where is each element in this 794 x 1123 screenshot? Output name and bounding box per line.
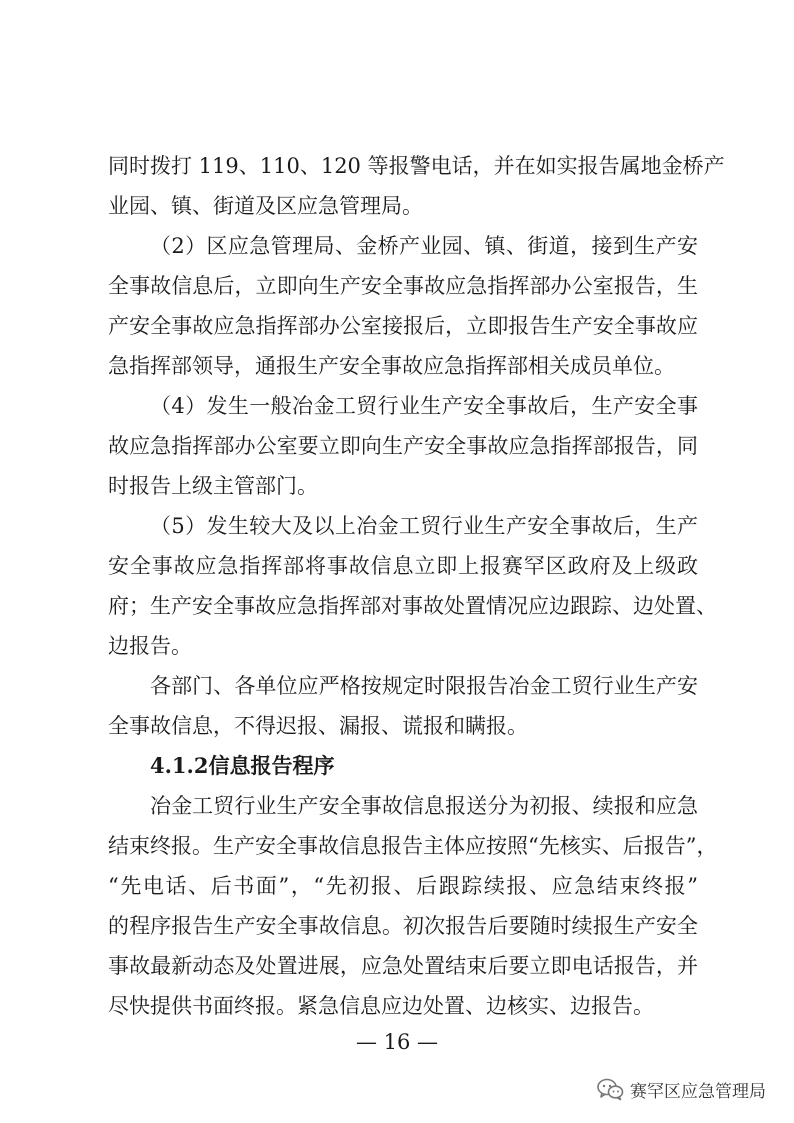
text-line: （4）发生一般冶金工贸行业生产安全事故后，生产安全事 — [150, 394, 698, 418]
text-line: （2）区应急管理局、金桥产业园、镇、街道，接到生产安 — [150, 234, 698, 258]
text-line: 尽快提供书面终报。紧急信息应边处置、边核实、边报告。 — [108, 994, 654, 1018]
text-line: （5）发生较大及以上冶金工贸行业生产安全事故后，生产 — [150, 514, 698, 538]
text-line: 事故最新动态及处置进展，应急处置结束后要立即电话报告，并 — [108, 954, 698, 978]
text-line: 安全事故应急指挥部将事故信息立即上报赛罕区政府及上级政 — [108, 554, 698, 578]
text-line: 全事故信息后，立即向生产安全事故应急指挥部办公室报告，生 — [108, 274, 698, 298]
page-number: — 16 — — [355, 1030, 439, 1054]
watermark-text: 赛罕区应急管理局 — [630, 1081, 766, 1102]
text-line: 全事故信息，不得迟报、漏报、谎报和瞒报。 — [108, 714, 528, 738]
text-line: 业园、镇、街道及区应急管理局。 — [108, 194, 423, 218]
text-line: 同时拨打 119、110、120 等报警电话，并在如实报告属地金桥产 — [108, 154, 725, 178]
text-line: 时报告上级主管部门。 — [108, 474, 318, 498]
text-line: 产安全事故应急指挥部办公室接报后，立即报告生产安全事故应 — [108, 314, 698, 338]
source-watermark — [596, 1074, 766, 1104]
text-line: 各部门、各单位应严格按规定时限报告冶金工贸行业生产安 — [150, 674, 698, 698]
text-line: 府；生产安全事故应急指挥部对事故处置情况应边跟踪、边处置、 — [108, 594, 717, 618]
text-line: 边报告。 — [108, 634, 192, 658]
section-heading: 4.1.2信息报告程序 — [150, 753, 335, 778]
text-line: “先电话、后书面”，“先初报、后跟踪续报、应急结束终报” — [108, 874, 698, 898]
text-line: 的程序报告生产安全事故信息。初次报告后要随时续报生产安全 — [108, 914, 698, 938]
text-line: 冶金工贸行业生产安全事故信息报送分为初报、续报和应急 — [150, 794, 698, 818]
paragraph-reporting-rule — [108, 666, 698, 746]
paragraph-reporting-procedure — [108, 786, 718, 1026]
text-line: 故应急指挥部办公室要立即向生产安全事故应急指挥部报告，同 — [108, 434, 698, 458]
paragraph-item-5 — [108, 506, 717, 666]
paragraph-item-4 — [108, 386, 698, 506]
paragraph-continuation — [108, 146, 725, 226]
text-line: 结束终报。生产安全事故信息报告主体应按照“先核实、后报告”， — [108, 834, 718, 858]
wechat-icon — [596, 1077, 624, 1101]
text-line: 急指挥部领导，通报生产安全事故应急指挥部相关成员单位。 — [108, 354, 675, 378]
document-body — [108, 146, 725, 1026]
paragraph-item-2 — [108, 226, 698, 386]
